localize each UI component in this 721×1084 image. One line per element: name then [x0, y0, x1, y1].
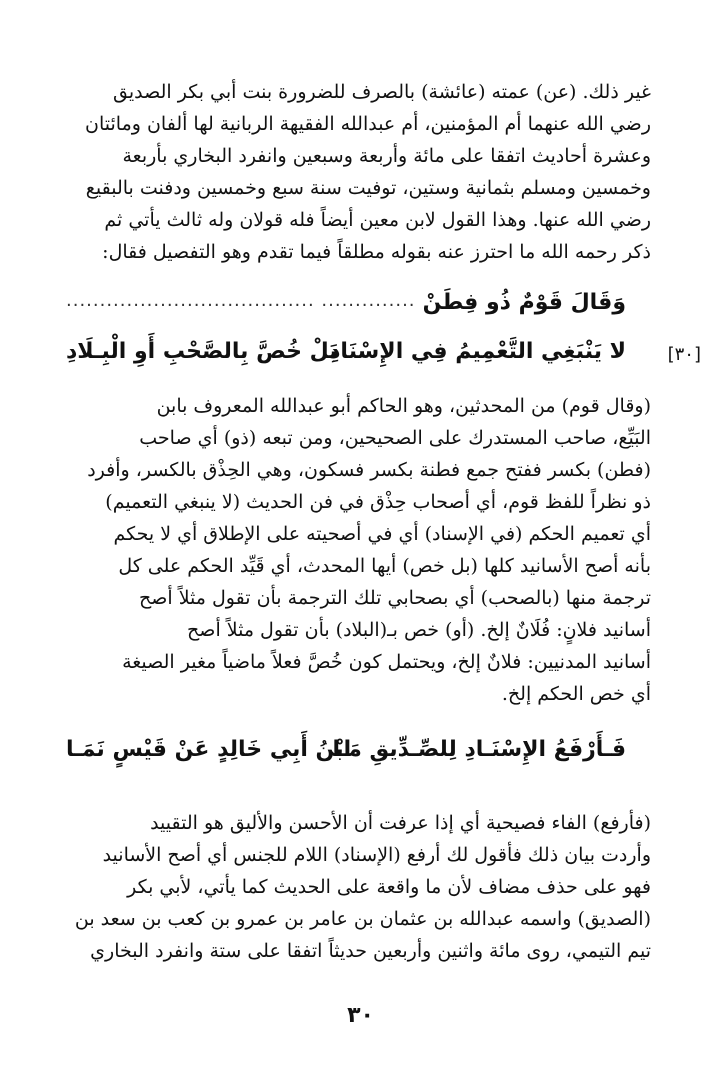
- text-line: غير ذلك. (عن) عمته (عائشة) بالصرف للضرورة بنت أبي بكر الصديق: [113, 81, 651, 103]
- verse-hemistich-second: بَلْ خُصَّ بِالصَّحْبِ أَوِ الْبِـلَادِ: [66, 339, 338, 364]
- page-number: ٣٠: [347, 1003, 374, 1028]
- verse-hemistich-first: فَـأَرْفَعُ الإِسْنَـادِ لِلصِّـدِّيقِ مَـا: [332, 737, 626, 762]
- text-line: أي خص الحكم إلخ.: [501, 683, 651, 705]
- text-line: (الصديق) واسمه عبدالله بن عثمان بن عامر بن عمرو بن كعب بن سعد بن: [74, 908, 651, 930]
- verse-hemistich-second: .............. .....................................: [66, 290, 416, 311]
- verse-hemistich-first: وَقَالَ قَوْمٌ ذُو فِطَنْ: [422, 290, 626, 315]
- text-line: أسانيد المدنيين: فلانٌ إلخ، ويحتمل كون خُصَّ فعلاً ماضياً مغير الصيغة: [122, 651, 651, 673]
- text-line: رضي الله عنهما أم المؤمنين، أم عبدالله الفقيهة الربانية لها ألفان ومائتان: [85, 113, 651, 135]
- text-line: أي تعميم الحكم (في الإسناد) أي في أصحيته على الإطلاق أي لا يحكم: [113, 523, 651, 545]
- text-line: البَيِّع، صاحب المستدرك على الصحيحين، ومن تبعه (ذو) أي صاحب: [139, 427, 651, 449]
- commentary-paragraph-3: [66, 807, 651, 967]
- text-line: ذكر رحمه الله ما احترز عنه بقوله مطلقاً فيما تقدم وهو التفصيل فقال:: [102, 241, 651, 263]
- text-line: وخمسين ومسلم بثمانية وستين، توفيت سنة سبع وخمسين ودفنت بالبقيع: [85, 177, 651, 199]
- text-line: وعشرة أحاديث اتفقا على مائة وأربعة وسبعين وانفرد البخاري بأربعة: [122, 145, 651, 167]
- text-line: ترجمة منها (بالصحب) أي بصحابي تلك الترجمة بأن تقول مثلاً أصح: [139, 587, 651, 609]
- text-line: أسانيد فلانٍ: فُلَانٌ إلخ. (أو) خص بـ(البلاد) بأن تقول مثلاً أصح: [187, 619, 651, 641]
- text-line: رضي الله عنها. وهذا القول لابن معين أيضاً فله قولان وله ثالث يأتي ثم: [104, 209, 651, 231]
- verse-hemistich-second: ابْنُ أَبِي خَالِدٍ عَنْ قَيْسٍ نَمَـا: [66, 737, 352, 762]
- text-line: فهو على حذف مضاف لأن ما واقعة على الحديث كما يأتي، لأبي بكر: [127, 876, 651, 898]
- text-line: (فأرفع) الفاء فصيحية أي إذا عرفت أن الأحسن والأليق هو التقييد: [150, 812, 651, 834]
- text-line: ذو نظراً للفظ قوم، أي أصحاب حِذْق في فن الحديث (لا ينبغي التعميم): [105, 491, 651, 513]
- commentary-paragraph-1: [66, 76, 651, 268]
- text-line: (وقال قوم) من المحدثين، وهو الحاكم أبو عبدالله المعروف بابن: [156, 395, 651, 417]
- verse-hemistich-first: لا يَنْبَغِي التَّعْمِيمُ فِي الإِسْنَادِ: [329, 339, 626, 364]
- text-line: تيم التيمي، روى مائة واثنين وأربعين حديثاً اتفقا على ستة وانفرد البخاري: [90, 940, 651, 962]
- commentary-paragraph-2: [66, 390, 651, 710]
- text-line: (فطن) بكسر ففتح جمع فطنة بكسر فسكون، وهي الحِذْق بالكسر، وأفرد: [87, 459, 651, 481]
- text-line: وأردت بيان ذلك فأقول لك أرفع (الإسناد) اللام للجنس أي أصح الأسانيد: [102, 844, 651, 866]
- verse-number: [٣٠]: [667, 344, 701, 365]
- text-line: بأنه أصح الأسانيد كلها (بل خص) أيها المحدث، أي قَيِّد الحكم على كل: [118, 555, 651, 577]
